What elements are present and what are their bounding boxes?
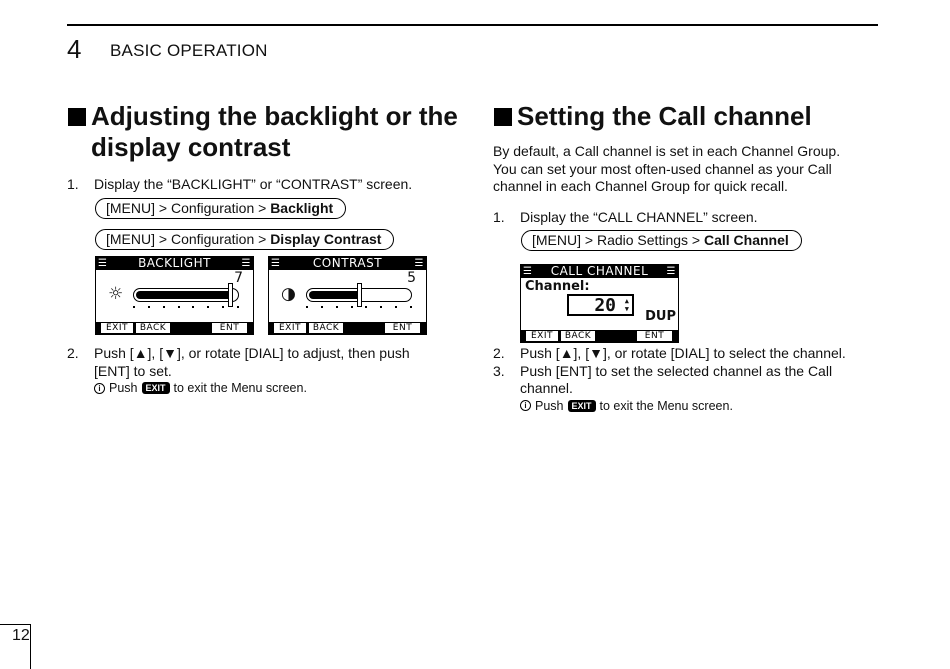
menu-path-contrast: [MENU] > Configuration > Display Contrast [95,229,394,250]
backlight-screen [95,256,254,335]
call-channel-section [493,101,893,251]
intro-paragraph: By default, a Call channel is set in each Channel Group. You can set your most often-used channel as your Call channel in each Channel Group for quick recall. [493,143,841,194]
level-value: 5 [407,270,416,286]
slider-ticks [133,306,239,310]
chapter-title: BASIC OPERATION [110,41,268,60]
channel-value: 20 [594,295,616,316]
menu-lines-icon: ☰ [271,258,281,269]
menu-lines-icon: ☰ [241,258,251,269]
menu-lines-icon: ☰ [666,266,676,277]
softkey-back: BACK [561,331,595,341]
slider-ticks [306,306,412,310]
step-1: 1. Display the “BACKLIGHT” or “CONTRAST” screen. [67,176,413,192]
contrast-icon: ◑ [281,284,296,304]
slider-fill [136,291,233,299]
info-icon: i [94,383,105,394]
slider-thumb [357,283,362,307]
step-2: 2. Push [▲], [▼], or rotate [DIAL] to adjust, then push [ENT] to set. [67,345,410,379]
softkey-ent: ENT [385,323,420,333]
header-rule [67,24,878,26]
screen-title: CONTRAST [312,256,383,270]
menu-path-backlight: [MENU] > Configuration > Backlight [95,198,346,219]
step-3: 3. Push [ENT] to set the selected channel as the Call channel. [493,362,833,396]
up-down-arrows-icon: ▲ ▼ [624,297,629,313]
dup-indicator: DUP [645,309,676,324]
screen-title: BACKLIGHT [138,256,211,270]
section-title-call-channel: Setting the Call channel [493,101,893,132]
square-bullet-icon [68,108,86,126]
backlight-slider [133,288,239,302]
slider-fill [309,291,362,299]
backlight-steps-lower [67,345,467,396]
softkey-ent: ENT [637,331,672,341]
sun-icon: ☼ [108,284,124,304]
channel-label: Channel: [525,279,590,294]
level-value: 7 [234,270,243,286]
menu-lines-icon: ☰ [414,258,424,269]
square-bullet-icon [494,108,512,126]
menu-lines-icon: ☰ [98,258,108,269]
exit-key-icon: EXIT [142,382,170,394]
slider-thumb [228,283,233,307]
step-2: 2. Push [▲], [▼], or rotate [DIAL] to select the channel. [493,345,846,361]
exit-note: i Push EXIT to exit the Menu screen. [94,380,467,396]
softkey-exit: EXIT [526,331,558,341]
call-channel-screen [520,264,679,343]
screen-title: CALL CHANNEL [550,264,649,278]
info-icon: i [520,400,531,411]
channel-value-box [567,294,634,316]
softkey-ent: ENT [212,323,247,333]
page-number: 12 [12,627,30,644]
exit-key-icon: EXIT [568,400,596,412]
contrast-slider [306,288,412,302]
softkey-back: BACK [136,323,170,333]
exit-note: i Push EXIT to exit the Menu screen. [520,398,893,414]
softkey-exit: EXIT [274,323,306,333]
menu-lines-icon: ☰ [523,266,533,277]
softkey-exit: EXIT [101,323,133,333]
step-1: 1. Display the “CALL CHANNEL” screen. [493,208,758,225]
softkey-back: BACK [309,323,343,333]
call-channel-steps-lower [493,345,893,414]
contrast-screen [268,256,427,335]
backlight-section [67,101,467,250]
chapter-number: 4 [67,34,82,64]
menu-path-call-channel: [MENU] > Radio Settings > Call Channel [521,230,802,251]
section-title-backlight: Adjusting the backlight or the display contrast [67,101,467,163]
